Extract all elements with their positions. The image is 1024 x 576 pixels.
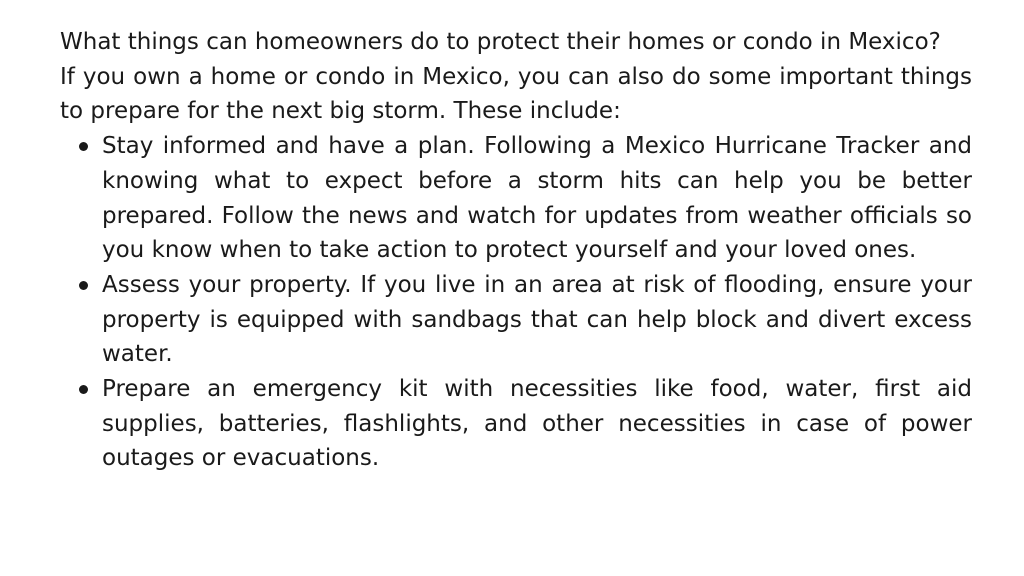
list-item-text: Assess your property. If you live in an area at risk of flooding, ensure your property is equipped with sandbags that can help block and divert excess water. (102, 271, 972, 368)
list-item-stay-informed (60, 129, 972, 268)
tips-list (60, 129, 972, 476)
list-item-text: Stay informed and have a plan. Following a Mexico Hurricane Tracker and knowing what to expect before a storm hits can help you be better prepared. Follow the news and watch for updates from weather officials so you know when to take action to protect yourself and your loved ones. (102, 133, 972, 264)
list-item-text: Prepare an emergency kit with necessities like food, water, first aid supplies, batteries, flashlights, and other necessities in case of power outages or evacuations. (102, 376, 972, 472)
list-item-assess-property (60, 268, 972, 372)
bullet-icon (79, 281, 88, 290)
document-body (60, 25, 972, 476)
list-item-emergency-kit (60, 372, 972, 476)
question-heading: What things can homeowners do to protect their homes or condo in Mexico? (60, 29, 941, 55)
intro-paragraph: If you own a home or condo in Mexico, you can also do some important things to prepare for the next big storm. These include: (60, 63, 972, 125)
bullet-icon (79, 385, 88, 394)
bullet-icon (79, 142, 88, 151)
